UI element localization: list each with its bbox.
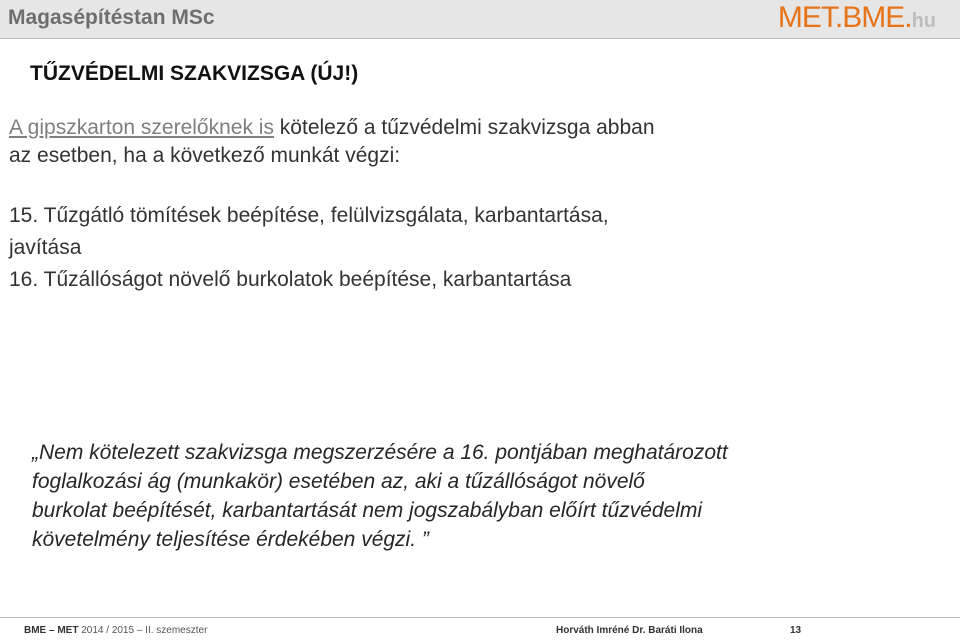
item-list [9,200,939,296]
quote-line: burkolat beépítését, karbantartását nem jogszabályban előírt tűzvédelmi [32,499,703,522]
list-item: javítása [9,236,82,259]
legal-quote [32,438,932,554]
intro-paragraph [9,114,939,170]
footer-semester: 2014 / 2015 – II. szemeszter [78,625,208,636]
met-bme-logo [778,0,936,39]
list-item: 15. Tűzgátló tömítések beépítése, felülvizsgálata, karbantartása, [9,204,609,227]
page-number: 13 [790,625,802,636]
gipszkarton-link[interactable]: A gipszkarton szerelőknek is [9,116,274,139]
footer-dept: BME – MET [24,625,79,636]
slide-heading: TŰZVÉDELMI SZAKVIZSGA (ÚJ!) [30,62,359,85]
quote-line: követelmény teljesítése érdekében végzi. ” [32,528,429,551]
quote-line: foglalkozási ág (munkakör) esetében az, aki a tűzállóságot növelő [32,470,645,493]
course-title: Magasépítéstan MSc [8,6,215,29]
quote-line: „Nem kötelezett szakvizsga megszerzésére a 16. pontjában meghatározott [32,441,728,464]
logo-suffix: hu [911,10,936,32]
intro-line2: az esetben, ha a következő munkát végzi: [9,144,401,167]
footer-divider [0,617,960,618]
footer-authors: Horváth Imréné Dr. Baráti Ilona [556,625,703,636]
intro-line1-rest: kötelező a tűzvédelmi szakvizsga abban [273,116,655,139]
footer-course-info [24,625,207,636]
list-item: 16. Tűzállóságot növelő burkolatok beépítése, karbantartása [9,268,572,291]
logo-main: MET.BME. [777,1,912,34]
slide-header [0,0,960,39]
